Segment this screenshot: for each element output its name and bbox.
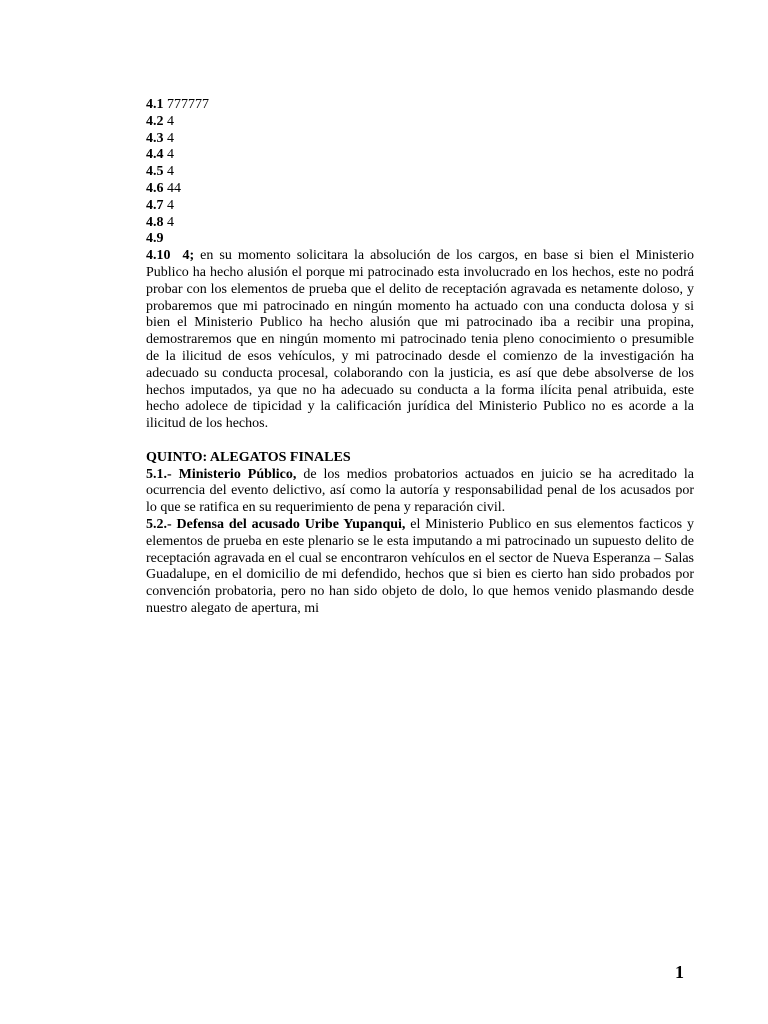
item-text: en su momento solicitara la absolución de los cargos, en base si bien el Ministerio Publico ha hecho alusión el porque mi patrocinado esta involucrado en los hechos, este no podrá probar con los elementos de prueba que el delito de receptación agravada es netamente doloso, y probaremos que mi patrocinado en ningún momento ha actuado con una conducta dolosa y si bien el Ministerio Publico ha hecho alusión que mi patrocinado iba a recibir una propina, demostraremos que en ningún momento mi patrocinado tenia pleno conocimiento o presumible de la ilicitud de esos vehículos, y mi patrocinado desde el comienzo de la investigación ha adecuado su conducta procesal, colaborando con la justicia, es así que debe absolverse de los hechos imputados, ya que no ha adecuado su conducta a la forma ilícita penal atribuida, este hecho adolece de tipicidad y la calificación jurídica del Ministerio Publico no es acorde a la ilicitud de los hechos.: [146, 248, 695, 432]
item-text: 4: [167, 164, 174, 180]
item-text: 4: [167, 147, 174, 163]
paragraph-text: de los medios probatorios actuados en juicio se ha acreditado la ocurrencia del evento delictivo, así como la autoría y responsabilidad penal de los acusados por lo que se ratifica en su requerimiento de pena y reparación civil.: [146, 466, 694, 516]
item-number: 4.9: [146, 231, 164, 247]
paragraph-label: 5.2.- Defensa del acusado Uribe Yupanqui,: [146, 516, 406, 532]
item-text: 777777: [167, 97, 209, 112]
item-number: 4.3: [146, 130, 164, 146]
page-number: 1: [675, 962, 684, 982]
list-item: [146, 131, 694, 148]
list-item: [146, 97, 694, 114]
item-number: 4.8: [146, 214, 164, 230]
item-number: 4.2: [146, 113, 164, 129]
blank-line: [146, 433, 694, 450]
item-number: 4.4: [146, 147, 164, 163]
list-item: [146, 215, 694, 232]
item-number: 4.6: [146, 180, 164, 196]
list-item: [146, 231, 694, 248]
list-item: [146, 164, 694, 181]
item-text: 4: [167, 214, 174, 230]
item-text: 4: [167, 113, 174, 129]
list-item: [146, 114, 694, 131]
item-lead: 4;: [182, 248, 195, 264]
section-heading: QUINTO: ALEGATOS FINALES: [146, 449, 351, 465]
list-item: [146, 147, 694, 164]
item-number: 4.1: [146, 97, 164, 112]
item-number: 4.7: [146, 197, 164, 213]
document-body: [146, 97, 694, 618]
item-text: 44: [167, 180, 181, 196]
item-text: 4: [167, 197, 174, 213]
list-item: [146, 198, 694, 215]
paragraph-label: 5.1.- Ministerio Público,: [146, 466, 297, 482]
paragraph-5-1: [146, 467, 694, 517]
list-item: [146, 181, 694, 198]
item-number: 4.10: [146, 248, 171, 264]
item-text: 4: [167, 130, 174, 146]
paragraph-text: el Ministerio Publico en sus elementos facticos y elementos de prueba en este plenario se le esta imputando a mi patrocinado un supuesto delito de receptación agravada en el cual se encontraron vehículos en el sector de Nueva Esperanza – Salas Guadalupe, en el domicilio de mi defendido, hechos que si bien es cierto han sido probados por convención probatoria, pero no han sido objeto de dolo, lo que hemos venido plasmando desde nuestro alegato de apertura, mi: [146, 516, 695, 616]
paragraph-4-10: [146, 248, 694, 433]
item-number: 4.5: [146, 164, 164, 180]
paragraph-5-2: [146, 517, 694, 618]
